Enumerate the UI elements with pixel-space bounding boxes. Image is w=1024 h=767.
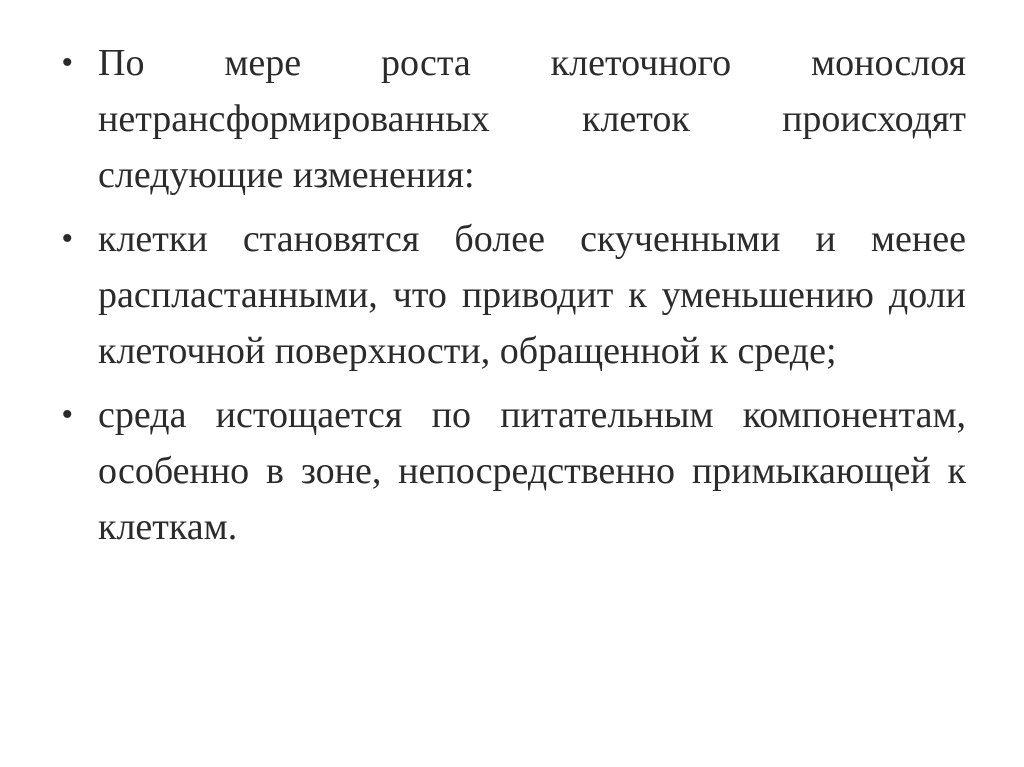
bullet-text: среда истощается по питательным компонентам, особенно в зоне, непосредственно примыкающей к клеткам. bbox=[98, 394, 966, 548]
bullet-list bbox=[62, 35, 966, 563]
bullet-item bbox=[62, 211, 966, 379]
bullet-icon: • bbox=[62, 398, 73, 431]
bullet-icon: • bbox=[62, 46, 73, 79]
bullet-text: клетки становятся более скученными и менее распластанными, что приводит к уменьшению доли клеточной поверхности, обращенной к среде; bbox=[98, 218, 966, 372]
bullet-text: По мере роста клеточного монослоя нетрансформированных клеток происходят следующие изменения: bbox=[98, 42, 966, 196]
bullet-item bbox=[62, 387, 966, 555]
bullet-item bbox=[62, 35, 966, 203]
bullet-icon: • bbox=[62, 222, 73, 255]
